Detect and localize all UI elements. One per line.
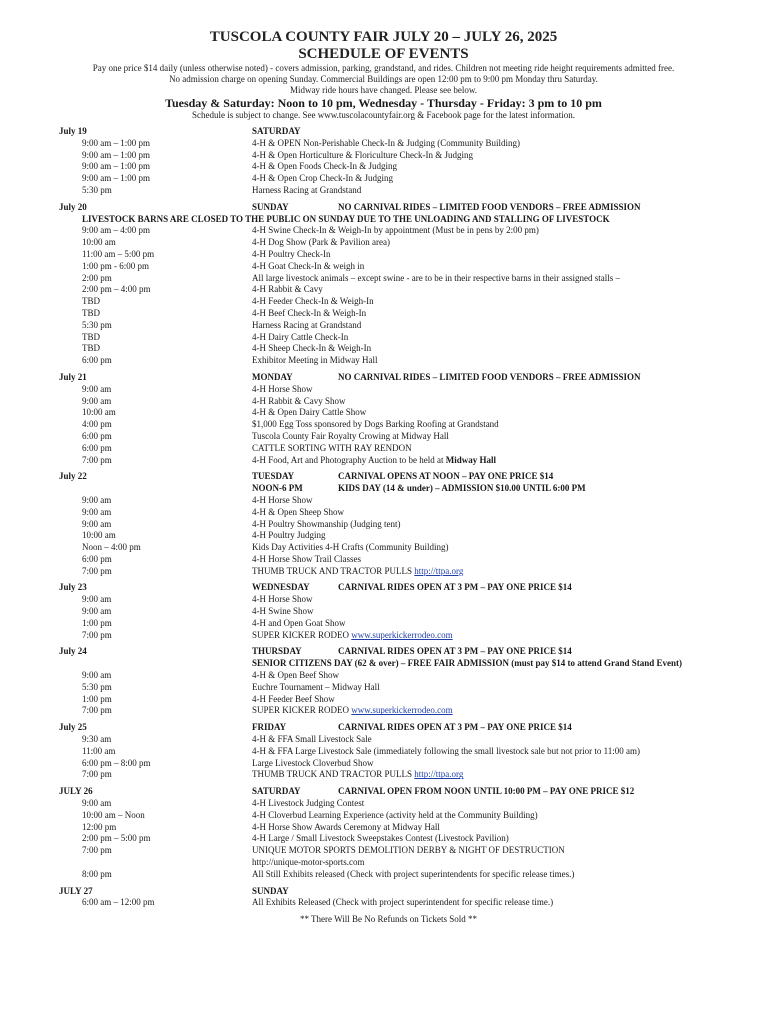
subject-to-change-note: Schedule is subject to change. See www.tuscolacountyfair.org & Facebook page for the latest information.: [192, 110, 575, 120]
event-row: [0, 810, 767, 822]
day-date: July 21: [59, 371, 87, 382]
day-date: July 20: [59, 201, 87, 212]
day-date: July 22: [59, 471, 87, 482]
event-time: 6:00 pm: [82, 355, 112, 366]
event-desc: [252, 455, 496, 467]
intro-line-3: Midway ride hours have changed. Please see below.: [289, 85, 478, 95]
event-row: [0, 857, 767, 869]
event-time: 6:00 pm: [82, 430, 112, 441]
event-text: Harness Racing at Grandstand: [252, 184, 362, 195]
event-row: [0, 822, 767, 834]
day-name: MONDAY: [252, 371, 293, 382]
event-row: [0, 746, 767, 758]
event-time: 7:00 pm: [82, 454, 112, 465]
event-row: [0, 419, 767, 431]
day-block: [0, 886, 767, 910]
event-text: SUPER KICKER RODEO: [252, 705, 352, 716]
midway-hours: Tuesday & Saturday: Noon to 10 pm, Wednesday - Thursday - Friday: 3 pm to 10 pm: [165, 96, 602, 110]
event-time: 7:00 pm: [82, 845, 112, 856]
event-row: [0, 343, 767, 355]
event-desc: [252, 530, 326, 542]
day-block: [0, 582, 767, 641]
event-time: 5:30 pm: [82, 319, 112, 330]
event-text: All Exhibits Released (Check with project superintendent for specific release time.): [252, 897, 554, 908]
event-text: 4-H Swine Show: [252, 606, 314, 617]
event-time: 10:00 am – Noon: [82, 809, 145, 820]
event-time: 2:00 pm – 4:00 pm: [82, 284, 151, 295]
event-row: [0, 173, 767, 185]
event-desc: [252, 284, 323, 296]
event-time: 9:30 am: [82, 734, 112, 745]
event-text: THUMB TRUCK AND TRACTOR PULLS: [252, 769, 415, 780]
event-desc: [252, 566, 463, 578]
event-text: 4-H Poultry Check-In: [252, 248, 331, 259]
event-time: 11:00 am: [82, 745, 116, 756]
event-time: 5:30 pm: [82, 184, 112, 195]
event-desc: [252, 606, 314, 618]
event-row: [0, 869, 767, 881]
event-time: 11:00 am – 5:00 pm: [82, 248, 155, 259]
event-row: [0, 355, 767, 367]
day-name: THURSDAY: [252, 646, 302, 657]
event-text: 4-H Horse Show: [252, 594, 313, 605]
event-desc: [252, 594, 313, 606]
day-block: [0, 722, 767, 781]
event-text: 4-H Horse Show Trail Classes: [252, 553, 362, 564]
intro-line-2: No admission charge on opening Sunday. Commercial Buildings are open 12:00 pm to 9:00 pm Monday thru Saturday.: [169, 74, 598, 84]
event-text: 4-H & Open Foods Check-In & Judging: [252, 161, 397, 172]
event-text: Exhibitor Meeting in Midway Hall: [252, 355, 378, 366]
day-header: [0, 786, 767, 798]
event-text: All Still Exhibits released (Check with project superintendents for specific release times.): [252, 868, 575, 879]
event-desc: [252, 237, 390, 249]
event-desc: [252, 833, 509, 845]
event-row: [0, 320, 767, 332]
day-block: [0, 372, 767, 466]
event-desc: [252, 507, 344, 519]
event-desc: [252, 407, 366, 419]
event-desc: [252, 869, 574, 881]
schedule-days: [0, 126, 767, 909]
event-desc: [252, 261, 364, 273]
event-row: [0, 594, 767, 606]
day-date: July 19: [59, 126, 87, 136]
event-desc: [252, 225, 539, 237]
event-text: THUMB TRUCK AND TRACTOR PULLS: [252, 565, 415, 576]
event-text: SUPER KICKER RODEO: [252, 629, 352, 640]
day-date: July 24: [59, 646, 87, 657]
day-block: [0, 126, 767, 197]
event-desc: [252, 332, 348, 344]
day-header: [0, 582, 767, 594]
event-row: [0, 670, 767, 682]
event-row: [0, 296, 767, 308]
event-row: [0, 455, 767, 467]
event-link[interactable]: www.superkickerrodeo.com: [351, 705, 453, 716]
event-row: [0, 845, 767, 857]
event-desc: [252, 443, 412, 455]
event-text: 4-H & FFA Small Livestock Sale: [252, 734, 372, 745]
event-desc: [252, 343, 371, 355]
day-header: [0, 126, 767, 138]
refund-notice: ** There Will Be No Refunds on Tickets Sold **: [299, 914, 478, 925]
day-date: JULY 27: [59, 885, 93, 896]
event-desc: [252, 769, 463, 781]
event-row: [0, 542, 767, 554]
event-text: 4-H & Open Horticulture & Floriculture Check-In & Judging: [252, 149, 473, 160]
event-row: [0, 150, 767, 162]
event-desc: [252, 495, 313, 507]
event-row: [0, 554, 767, 566]
event-time: 9:00 am – 4:00 pm: [82, 225, 150, 236]
day-name: SATURDAY: [252, 786, 301, 797]
event-text-bold: Midway Hall: [445, 454, 496, 465]
event-row: [0, 897, 767, 909]
event-desc: [252, 138, 520, 150]
day-note: NO CARNIVAL RIDES – LIMITED FOOD VENDORS – FREE ADMISSION: [338, 371, 641, 382]
event-text: Tuscola County Fair Royalty Crowing at Midway Hall: [252, 430, 449, 441]
event-time: 6:00 am – 12:00 pm: [82, 897, 155, 908]
event-time: 9:00 am: [82, 494, 112, 505]
event-desc: [252, 161, 397, 173]
event-time: 4:00 pm: [82, 419, 112, 430]
event-desc: [252, 810, 538, 822]
event-text: 4-H & FFA Large Livestock Sale (immediately following the small livestock sale but not prior to 11:00 am): [252, 745, 641, 756]
event-text: Kids Day Activities 4-H Crafts (Community Building): [252, 542, 449, 553]
event-row: [0, 431, 767, 443]
event-time: 9:00 am: [82, 383, 112, 394]
event-row: [0, 308, 767, 320]
day-header: [0, 886, 767, 898]
event-time: TBD: [82, 331, 100, 342]
event-desc: [252, 296, 374, 308]
event-time: TBD: [82, 296, 100, 307]
event-time: 9:00 am: [82, 506, 112, 517]
day-header: [0, 372, 767, 384]
event-text: 4-H Horse Show: [252, 383, 313, 394]
event-text: All large livestock animals – except swine - are to be in their respective barns in their assigned stalls –: [252, 272, 620, 283]
event-row: [0, 682, 767, 694]
event-row: [0, 519, 767, 531]
event-text: 4-H & Open Crop Check-In & Judging: [252, 173, 393, 184]
event-row: [0, 507, 767, 519]
event-time: 9:00 am: [82, 606, 112, 617]
event-row: [0, 495, 767, 507]
event-text: 4-H & Open Beef Show: [252, 670, 339, 681]
event-text: 4-H Swine Check-In & Weigh-In by appointment (Must be in pens by 2:00 pm): [252, 225, 539, 236]
day-block: [0, 646, 767, 717]
event-desc: [252, 173, 393, 185]
event-desc: [252, 705, 453, 717]
event-text: $1,000 Egg Toss sponsored by Dogs Barking Roofing at Grandstand: [252, 419, 499, 430]
closure-banner: LIVESTOCK BARNS ARE CLOSED TO THE PUBLIC ON SUNDAY DUE TO THE UNLOADING AND STALLING OF LIVESTOCK: [82, 213, 610, 224]
event-desc: [252, 746, 640, 758]
event-text: 4-H Sheep Check-In & Weigh-In: [252, 343, 372, 354]
event-desc: [252, 355, 377, 367]
event-time: 9:00 am – 1:00 pm: [82, 173, 150, 184]
event-row: [0, 161, 767, 173]
event-time: 7:00 pm: [82, 769, 112, 780]
event-text: 4-H Dairy Cattle Check-In: [252, 331, 349, 342]
event-time: 2:00 pm: [82, 272, 112, 283]
event-text: 4-H Cloverbud Learning Experience (activity held at the Community Building): [252, 809, 538, 820]
event-desc: [252, 798, 364, 810]
event-text: 4-H Rabbit & Cavy: [252, 284, 323, 295]
event-text: 4-H & Open Sheep Show: [252, 506, 344, 517]
event-text: 4-H Food, Art and Photography Auction to be held at: [252, 454, 446, 465]
event-text: 4-H & Open Dairy Cattle Show: [252, 407, 367, 418]
event-text: http://unique-motor-sports.com: [252, 857, 365, 868]
day-block: [0, 471, 767, 577]
event-row: [0, 273, 767, 285]
event-time: 7:00 pm: [82, 705, 112, 716]
event-desc: [252, 396, 346, 408]
event-desc: [252, 308, 366, 320]
day-note: CARNIVAL RIDES OPEN AT 3 PM – PAY ONE PRICE $14: [338, 722, 572, 733]
event-row: [0, 407, 767, 419]
event-time: 1:00 pm - 6:00 pm: [82, 260, 149, 271]
day-date: JULY 26: [59, 786, 93, 797]
event-desc: [252, 758, 374, 770]
event-row: [0, 332, 767, 344]
event-row: [0, 185, 767, 197]
event-row: [0, 630, 767, 642]
closure-banner-row: [0, 214, 767, 226]
event-row: [0, 694, 767, 706]
event-text: 4-H Poultry Showmanship (Judging tent): [252, 518, 401, 529]
event-time: 9:00 am – 1:00 pm: [82, 137, 150, 148]
event-row: [0, 705, 767, 717]
event-link[interactable]: www.superkickerrodeo.com: [351, 629, 453, 640]
event-time: 1:00 pm: [82, 693, 112, 704]
day-note: CARNIVAL RIDES OPEN AT 3 PM – PAY ONE PRICE $14: [338, 582, 572, 593]
event-time: 9:00 am: [82, 518, 112, 529]
event-time: 6:00 pm: [82, 442, 112, 453]
event-row: [0, 530, 767, 542]
event-text: 4-H Goat Check-In & weigh in: [252, 260, 365, 271]
event-desc: [252, 734, 372, 746]
event-text: Euchre Tournament – Midway Hall: [252, 681, 380, 692]
event-desc: [252, 431, 449, 443]
event-row: [0, 566, 767, 578]
day-note: NO CARNIVAL RIDES – LIMITED FOOD VENDORS – FREE ADMISSION: [338, 201, 641, 212]
event-row: [0, 237, 767, 249]
event-time: 8:00 pm: [82, 868, 112, 879]
event-desc: [252, 554, 361, 566]
event-desc: [252, 630, 453, 642]
event-text: 4-H Horse Show: [252, 494, 313, 505]
event-text: 4-H Feeder Beef Show: [252, 693, 335, 704]
event-desc: [252, 185, 361, 197]
day-note: CARNIVAL OPENS AT NOON – PAY ONE PRICE $14: [338, 471, 554, 482]
event-time: 2:00 pm – 5:00 pm: [82, 833, 151, 844]
event-time: Noon – 4:00 pm: [82, 542, 141, 553]
event-row: [0, 734, 767, 746]
event-link[interactable]: http://ttpa.org: [414, 565, 464, 576]
event-row: [0, 284, 767, 296]
event-text: 4-H & OPEN Non-Perishable Check-In & Judging (Community Building): [252, 137, 520, 148]
event-desc: [252, 320, 361, 332]
event-row: [0, 798, 767, 810]
day-name: SATURDAY: [252, 126, 301, 136]
event-text: UNIQUE MOTOR SPORTS DEMOLITION DERBY & NIGHT OF DESTRUCTION: [252, 845, 565, 856]
event-desc: [252, 419, 499, 431]
event-time: 10:00 am: [82, 407, 116, 418]
event-row: [0, 225, 767, 237]
event-time: 9:00 am: [82, 670, 112, 681]
event-desc: [252, 618, 346, 630]
event-row: [0, 249, 767, 261]
event-time: 1:00 pm: [82, 617, 112, 628]
event-time: TBD: [82, 343, 100, 354]
event-time: 9:00 am – 1:00 pm: [82, 161, 150, 172]
kids-day-time: NOON-6 PM: [252, 483, 303, 494]
day-block: [0, 786, 767, 880]
event-time: TBD: [82, 307, 100, 318]
event-text: 4-H Rabbit & Cavy Show: [252, 395, 346, 406]
kids-day-row: [0, 483, 767, 495]
event-row: [0, 606, 767, 618]
senior-day-row: [0, 658, 767, 670]
intro-line-1: Pay one price $14 daily (unless otherwise noted) - covers admission, parking, grandstand, and rides. Children not meeting ride height requirements admitted free.: [92, 63, 675, 73]
event-time: 12:00 pm: [82, 821, 117, 832]
day-name: TUESDAY: [252, 471, 295, 482]
day-block: [0, 202, 767, 367]
event-time: 6:00 pm: [82, 553, 112, 564]
event-row: [0, 769, 767, 781]
event-row: [0, 758, 767, 770]
day-name: SUNDAY: [252, 201, 289, 212]
event-desc: [252, 150, 473, 162]
day-date: July 23: [59, 582, 87, 593]
event-text: 4-H Large / Small Livestock Sweepstakes Contest (Livestock Pavilion): [252, 833, 509, 844]
day-note: CARNIVAL OPEN FROM NOON UNTIL 10:00 PM – PAY ONE PRICE $12: [338, 786, 635, 797]
event-time: 5:30 pm: [82, 681, 112, 692]
event-desc: [252, 273, 620, 285]
event-text: 4-H Poultry Judging: [252, 530, 326, 541]
event-desc: [252, 897, 553, 909]
event-text: 4-H Livestock Judging Contest: [252, 798, 365, 809]
day-header: [0, 471, 767, 483]
event-link[interactable]: http://ttpa.org: [414, 769, 464, 780]
event-desc: [252, 249, 331, 261]
event-time: 7:00 pm: [82, 565, 112, 576]
event-row: [0, 833, 767, 845]
event-row: [0, 138, 767, 150]
event-row: [0, 396, 767, 408]
event-time: 7:00 pm: [82, 629, 112, 640]
event-time: 9:00 am: [82, 594, 112, 605]
day-header: [0, 646, 767, 658]
event-desc: [252, 670, 339, 682]
document-title: TUSCOLA COUNTY FAIR JULY 20 – JULY 26, 2025: [209, 29, 558, 45]
event-row: [0, 261, 767, 273]
event-desc: [252, 694, 335, 706]
event-desc: [252, 857, 365, 869]
event-desc: [252, 822, 440, 834]
event-text: CATTLE SORTING WITH RAY RENDON: [252, 442, 412, 453]
day-name: SUNDAY: [252, 885, 289, 896]
document-subtitle: SCHEDULE OF EVENTS: [298, 46, 469, 62]
event-text: 4-H Dog Show (Park & Pavilion area): [252, 237, 390, 248]
event-text: 4-H Beef Check-In & Weigh-In: [252, 307, 367, 318]
event-desc: [252, 845, 565, 857]
event-time: 6:00 pm – 8:00 pm: [82, 757, 151, 768]
day-note: CARNIVAL RIDES OPEN AT 3 PM – PAY ONE PRICE $14: [338, 646, 572, 657]
event-row: [0, 618, 767, 630]
day-date: July 25: [59, 722, 87, 733]
event-row: [0, 384, 767, 396]
event-text: 4-H Horse Show Awards Ceremony at Midway Hall: [252, 821, 440, 832]
event-time: 9:00 am – 1:00 pm: [82, 149, 150, 160]
event-text: Large Livestock Cloverbud Show: [252, 757, 374, 768]
day-name: WEDNESDAY: [252, 582, 310, 593]
event-desc: [252, 682, 380, 694]
event-desc: [252, 519, 401, 531]
day-header: [0, 722, 767, 734]
event-desc: [252, 542, 449, 554]
senior-day-note: SENIOR CITIZENS DAY (62 & over) – FREE FAIR ADMISSION (must pay $14 to attend Grand Stand Event): [252, 658, 682, 669]
event-text: Harness Racing at Grandstand: [252, 319, 362, 330]
day-name: FRIDAY: [252, 722, 287, 733]
event-time: 9:00 am: [82, 395, 112, 406]
day-header: [0, 202, 767, 214]
kids-day-note: KIDS DAY (14 & under) – ADMISSION $10.00 UNTIL 6:00 PM: [338, 483, 586, 494]
event-time: 10:00 am: [82, 530, 116, 541]
event-row: [0, 443, 767, 455]
event-text: 4-H and Open Goat Show: [252, 617, 346, 628]
event-text: 4-H Feeder Check-In & Weigh-In: [252, 296, 374, 307]
event-time: 9:00 am: [82, 798, 112, 809]
event-desc: [252, 384, 313, 396]
event-time: 10:00 am: [82, 237, 116, 248]
